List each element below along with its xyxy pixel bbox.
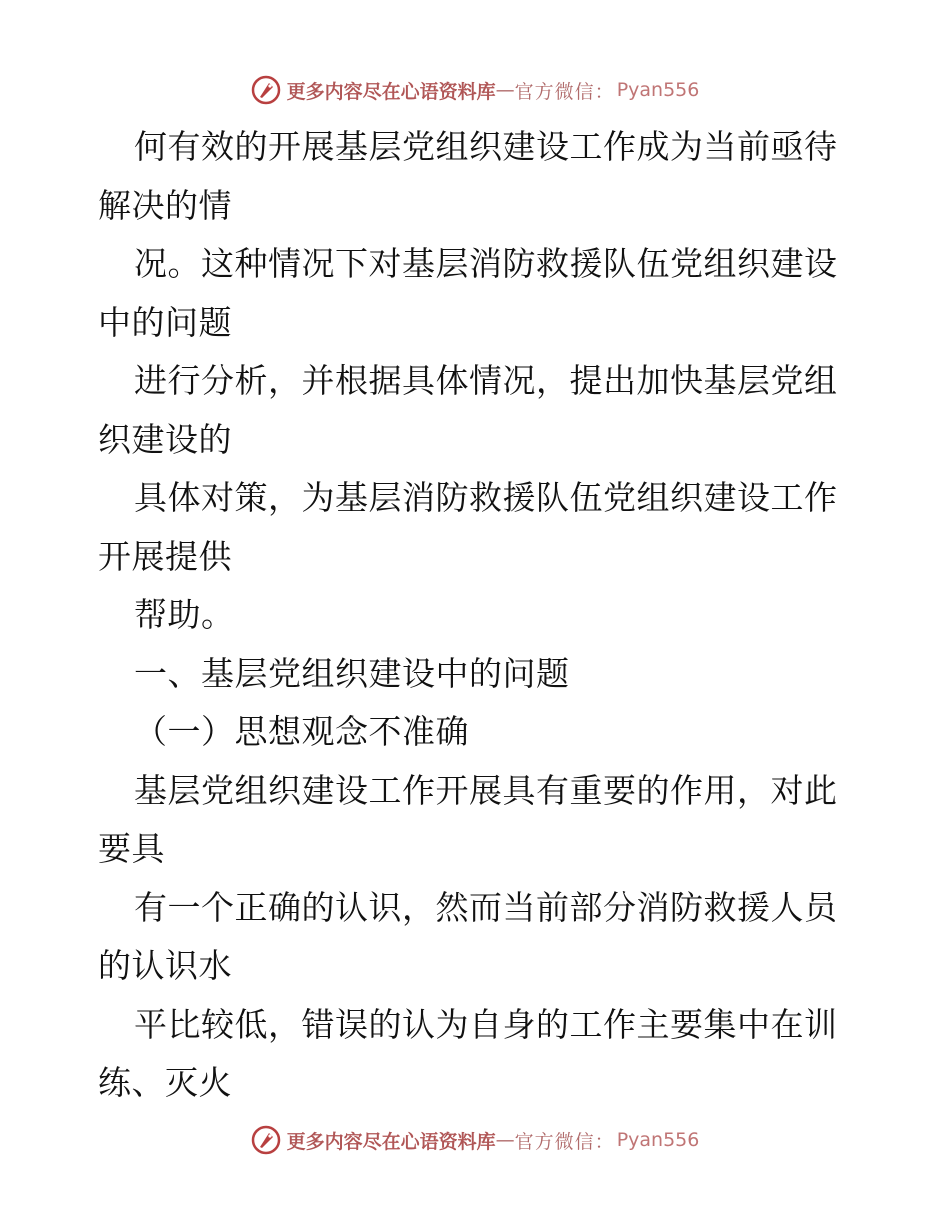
banner-sub-text: 官方微信： [514,1130,615,1153]
footer-banner [0,1120,950,1160]
text-line: 帮助。 [134,595,235,634]
document-body [98,118,858,1113]
banner-wechat-id: Pyan556 [616,79,700,101]
text-line: 进行分析，并根据具体情况，提出加快基层党组 [134,361,838,400]
text-line: 中的问题 [98,302,232,342]
subsection-heading: （一）思想观念不准确 [134,712,469,751]
banner-main-text: 更多内容尽在心语资料库 [286,1130,496,1153]
pen-nib-logo-icon [251,75,281,105]
text-line: 基层党组织建设工作开展具有重要的作用，对此 [134,770,838,810]
banner-dash: — [495,79,515,101]
text-line: 况。这种情况下对基层消防救援队伍党组织建设 [134,244,838,283]
text-line: 具体对策，为基层消防救援队伍党组织建设工作 [134,478,838,517]
text-line: 平比较低，错误的认为自身的工作主要集中在训 [134,1004,838,1044]
header-banner [0,70,950,110]
pen-nib-logo-icon [251,1125,281,1155]
text-line: 练、灭火 [98,1063,232,1102]
text-line: 织建设的 [98,419,232,459]
banner-sub-text: 官方微信： [514,80,615,103]
banner-wechat-id: Pyan556 [616,1129,700,1151]
section-heading: 一、基层党组织建设中的问题 [134,653,570,693]
text-line: 解决的情 [98,185,232,225]
text-line: 要具 [98,829,165,868]
text-line: 何有效的开展基层党组织建设工作成为当前亟待 [134,127,838,166]
text-line: 的认识水 [98,946,232,985]
text-line: 开展提供 [98,536,232,576]
banner-main-text: 更多内容尽在心语资料库 [286,80,496,103]
text-line: 有一个正确的认识，然而当前部分消防救援人员 [134,887,838,927]
banner-dash: — [495,1129,515,1151]
